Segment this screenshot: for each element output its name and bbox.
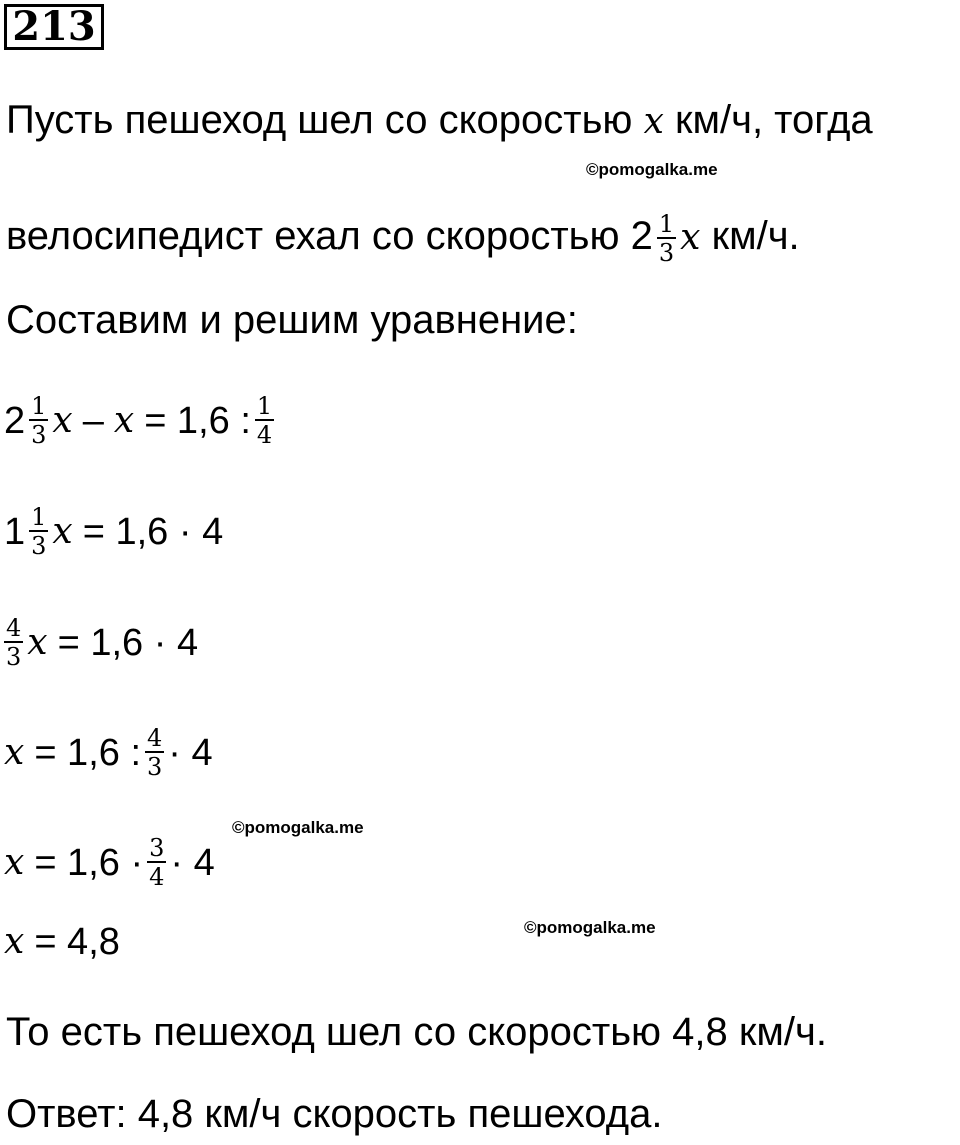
minus-sign: – (82, 399, 104, 442)
equation-rhs: = 1,6 · 4 (82, 510, 224, 553)
fraction-one-fourth (255, 394, 274, 447)
variable-x: 𝑥 (4, 921, 25, 962)
statement-line-2-start: велосипедист ехал со скоростью 2 (6, 214, 653, 259)
statement-line-2 (6, 212, 800, 265)
fraction-four-thirds (4, 616, 23, 669)
equation-rhs-tail: · 4 (168, 731, 213, 774)
equation-result: = 4,8 (34, 921, 120, 963)
fraction-denominator: 3 (6, 643, 22, 671)
setup-line: Составим и решим уравнение: (6, 298, 578, 342)
fraction-numerator: 1 (658, 210, 675, 238)
fraction-three-fourths (147, 836, 166, 889)
equation-rhs: = 1,6 · (34, 841, 144, 884)
whole-part: 2 (4, 399, 26, 442)
variable-x: 𝑥 (643, 101, 664, 142)
equation-rhs: = 1,6 · 4 (57, 621, 199, 664)
equation-step-3 (4, 616, 198, 669)
variable-x: 𝑥 (27, 621, 48, 663)
fraction-denominator: 4 (256, 421, 273, 449)
fraction-numerator: 3 (149, 834, 165, 862)
answer-line: Ответ: 4,8 км/ч скорость пешехода. (6, 1092, 663, 1136)
problem-number: 213 (4, 4, 104, 50)
variable-x: 𝑥 (4, 841, 25, 883)
equation-rhs: = 1,6 : (34, 731, 142, 774)
fraction-denominator: 3 (658, 239, 675, 267)
fraction-numerator: 1 (31, 503, 47, 531)
statement-line-1 (6, 96, 873, 146)
statement-line-1-start: Пусть пешеход шел со скоростью (6, 98, 633, 142)
fraction-numerator: 4 (147, 724, 163, 752)
whole-part: 1 (4, 510, 26, 553)
fraction-one-third (657, 212, 676, 265)
variable-x: 𝑥 (52, 510, 73, 552)
watermark: ©pomogalka.me (524, 918, 656, 937)
watermark: ©pomogalka.me (586, 160, 718, 179)
equation-rhs-tail: · 4 (170, 841, 215, 884)
conclusion-line: То есть пешеход шел со скоростью 4,8 км/ч. (6, 1010, 827, 1054)
fraction-denominator: 4 (149, 863, 165, 891)
equation-step-2 (4, 505, 223, 558)
fraction-four-thirds (145, 726, 164, 779)
variable-x: 𝑥 (680, 217, 701, 259)
fraction-denominator: 3 (147, 753, 163, 781)
variable-x: 𝑥 (4, 731, 25, 773)
fraction-numerator: 4 (6, 614, 22, 642)
equation-step-4 (4, 726, 213, 779)
equation-step-5 (4, 836, 215, 889)
statement-line-2-end: км/ч. (711, 214, 800, 259)
equation-rhs: = 1,6 : (144, 399, 251, 442)
equation-step-6 (4, 918, 120, 966)
fraction-numerator: 1 (256, 392, 273, 420)
variable-x: 𝑥 (52, 399, 73, 441)
fraction-one-third (29, 394, 48, 447)
equation-step-1 (4, 394, 278, 447)
fraction-denominator: 3 (31, 532, 47, 560)
variable-x: 𝑥 (113, 399, 135, 441)
fraction-denominator: 3 (31, 421, 47, 449)
fraction-one-third (29, 505, 48, 558)
statement-line-1-end: км/ч, тогда (675, 98, 873, 142)
fraction-numerator: 1 (31, 392, 47, 420)
watermark: ©pomogalka.me (232, 818, 364, 837)
